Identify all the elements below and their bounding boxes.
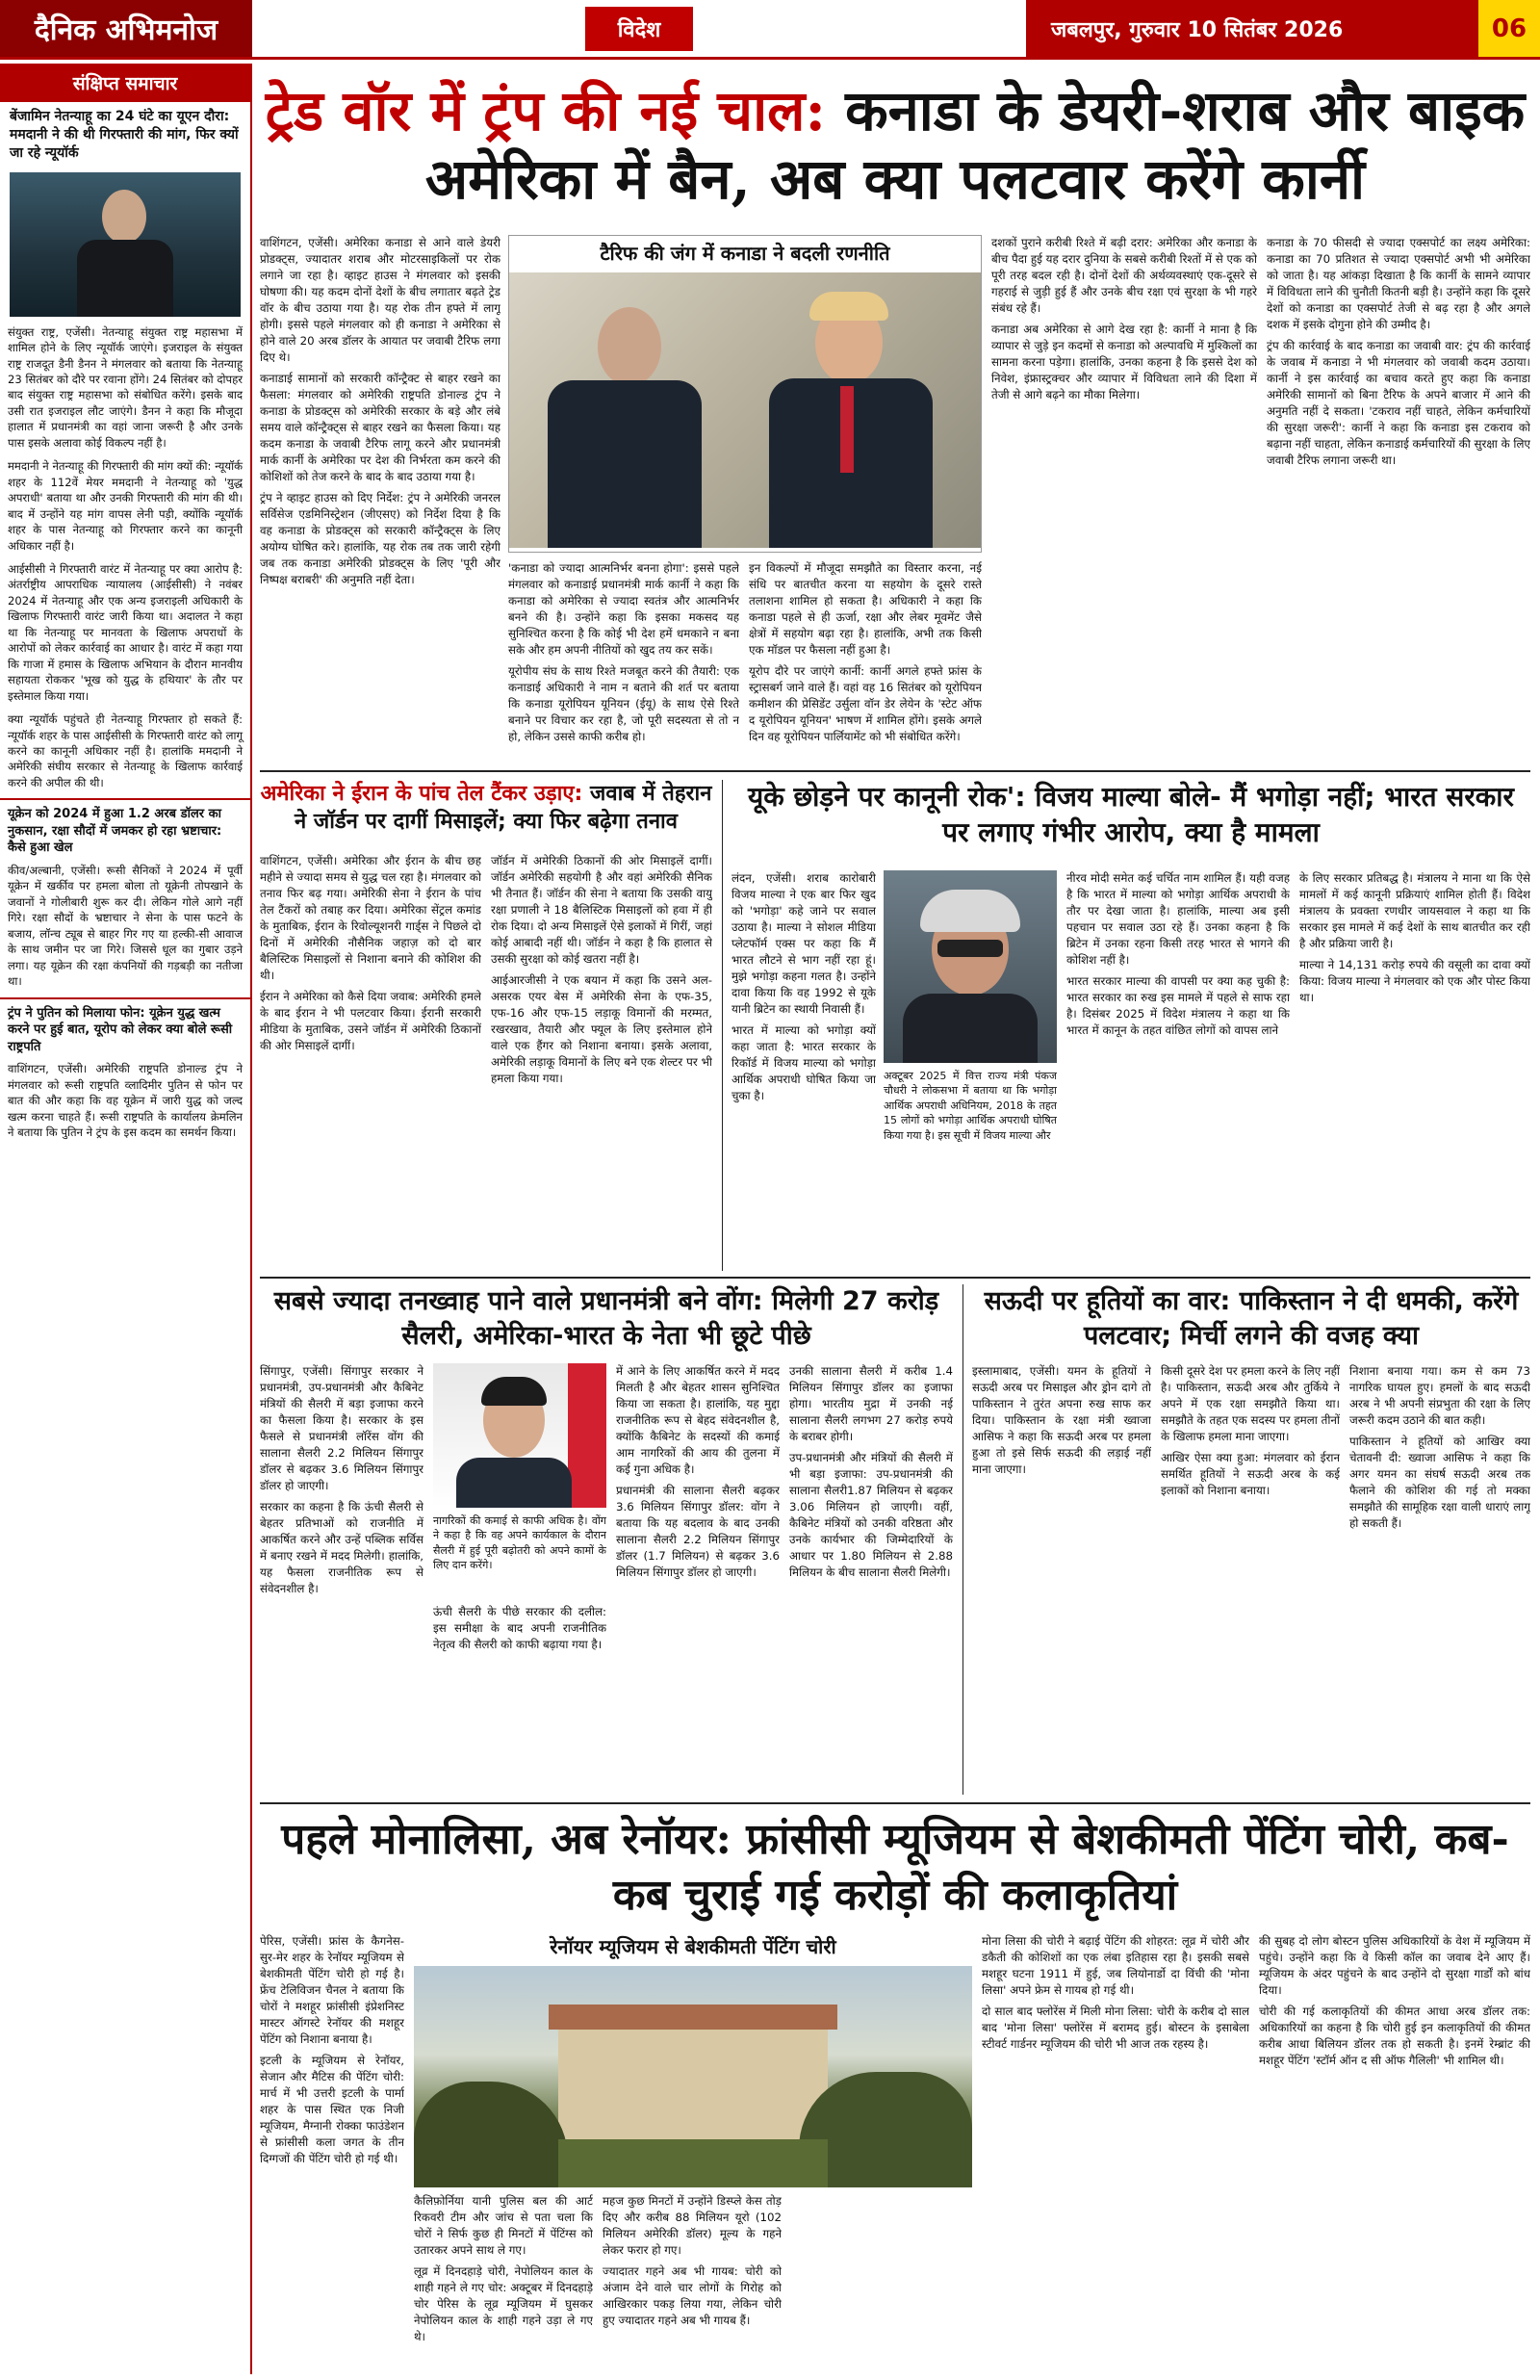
paragraph: में आने के लिए आकर्षित करने में मदद मिलती है और बेहतर शासन सुनिश्चित किया जा सकता है। हालांकि, यह मुद्दा राजनीतिक रूप से बेहद संवेदनशील है, क्योंकि कैबिनेट के सदस्यों की कमाई आम नागरिकों की आय की तुलना में कई गुना अधिक है।	[616, 1364, 780, 1476]
article-column	[789, 1363, 953, 1797]
paragraph: उप-प्रधानमंत्री और मंत्रियों की सैलरी में भी बड़ा इजाफा: उप-प्रधानमंत्री की सालाना सैलरी1.87 मिलियन से बढ़कर 3.06 मिलियन हो जाएगी। वहीं, कैबिनेट मंत्रियों को उनकी वरिष्ठता और उनके कार्यभार की जिम्मेदारियों के आधार पर 1.80 मिलियन से 2.88 मिलियन के बीच सालाना सैलरी मिलेगी।	[789, 1450, 953, 1579]
paragraph: कनाडा अब अमेरिका से आगे देख रहा है: कार्नी ने माना है कि व्यापार से जुड़े इन कदमों से कनाडा को अल्पावधि में मुश्किलों का सामना करना पड़ेगा। हालांकि, उनका कहना है कि इससे देश को निवेश, इंफ्रास्ट्रक्चर और व्यापार में विविधता लाने की दिशा में तेजी से आगे बढ़ने का मौका मिलेगा।	[991, 322, 1257, 401]
wong-photo-caption: नागरिकों की कमाई से काफी अधिक है। वोंग ने कहा है कि वह अपने कार्यकाल के दौरान सैलरी में हुई पूरी बढ़ोतरी को अपने कामों के लिए दान करेंगे।	[433, 1514, 606, 1572]
paragraph: की सुबह दो लोग बोस्टन पुलिस अधिकारियों के वेश में म्यूजियम में पहुंचे। उन्होंने कहा कि वे किसी कॉल का जवाब देने आए हैं। म्यूजियम के अंदर पहुंचने के बाद उन्होंने दो सुरक्षा गार्डों को बांध दिया।	[1259, 1934, 1530, 1997]
mallya-photo-caption: अक्टूबर 2025 में वित्त राज्य मंत्री पंकज चौधरी ने लोकसभा में बताया था कि भगोड़ा आर्थिक अपराधी अधिनियम, 2018 के तहत 15 लोगों को भगोड़ा आर्थिक अपराधी घोषित किया गया है। इस सूची में विजय माल्या और	[884, 1070, 1057, 1142]
paragraph: माल्या ने 14,131 करोड़ रुपये की वसूली का दावा क्यों किया: विजय माल्या ने मंगलवार को एक और पोस्ट किया था।	[1299, 957, 1530, 1004]
article-column	[414, 2193, 593, 2376]
article-column	[260, 235, 500, 803]
lead-headline-red: ट्रेड वॉर में ट्रंप की नई चाल:	[265, 78, 826, 143]
paragraph: किसी दूसरे देश पर हमला करने के लिए नहीं है। पाकिस्तान, सऊदी अरब और तुर्किये ने अपने में एक रक्षा समझौते किया था। समझौते के तहत एक सदस्य पर हमला तीनों के खिलाफ हमला माना जाएगा।	[1161, 1364, 1340, 1443]
netanyahu-photo	[10, 172, 241, 317]
renoir-photo-caption: रेनॉयर म्यूजियम से बेशकीमती पेंटिंग चोरी	[414, 1933, 972, 1962]
paragraph: यूरोपीय संघ के साथ रिश्ते मजबूत करने की तैयारी: एक कनाडाई अधिकारी ने नाम न बताने की शर्त पर बताया कि कनाडा यूरोपियन यूनियन (ईयू) के साथ ऐसे रिश्ते बनाने पर विचार कर रहा है, जो पूरी सदस्यता से तो न हो, लेकिन उससे काफी करीब हो।	[508, 663, 739, 743]
headline-iran-tankers[interactable]	[260, 780, 712, 836]
page-number: 06	[1478, 0, 1540, 57]
paragraph: के लिए सरकार प्रतिबद्ध है। मंत्रालय ने माना था कि ऐसे मामलों में कई कानूनी प्रक्रियाएं शामिल होती हैं। विदेश मंत्रालय के प्रवक्ता रणधीर जायसवाल ने कहा था कि सरकार इस मामले में कई देशों के साथ बातचीत कर रही है और प्रक्रिया जारी है।	[1299, 871, 1530, 950]
paragraph: ज्यादातर गहने अब भी गायब: चोरी को अंजाम देने वाले चार लोगों के गिरोह को आखिरकार पकड़ लिया गया, लेकिन चोरी हुए ज्यादातर गहने अब भी गायब हैं।	[603, 2264, 782, 2327]
paragraph: आईआरजीसी ने एक बयान में कहा कि उसने अल-असरक एयर बेस में अमेरिकी सेना के एफ-35, एफ-16 और एफ-15 लड़ाकू विमानों की मरम्मत, रखरखाव, तैयारी और फ्यूल के लिए इस्तेमाल होने वाले एक हैंगर को निशाना बनाया। इसके अलावा, अमेरिकी लड़ाकू विमानों के लिए बने एक शेल्टर पर भी हमला किया गया।	[491, 972, 712, 1085]
article-column	[1066, 870, 1290, 1271]
main-content	[260, 64, 1530, 743]
article-column	[1299, 870, 1530, 1271]
article-column	[1349, 1363, 1530, 1797]
paragraph: चोरी की गई कलाकृतियों की कीमत आधा अरब डॉलर तक: अधिकारियों का कहना है कि चोरी हुई इन कलाकृतियों की कीमत करीब आधा बिलियन डॉलर तक हो सकती है। इनमें रेम्ब्रांट की मशहूर पेंटिंग 'स्टॉर्म ऑन द सी ऑफ गैलिली' भी शामिल थी।	[1259, 2004, 1530, 2067]
paragraph: इटली के म्यूजियम से रेनॉयर, सेजान और मैटिस की पेंटिंग चोरी: मार्च में भी उत्तरी इटली के पार्मा शहर के पास स्थित एक निजी म्यूजियम, मैग्नानी रोक्का फाउंडेशन से फ्रांसीसी कला जगत के तीन दिग्गजों की पेंटिंग चोरी हो गई थी।	[260, 2053, 404, 2165]
brief-body-ukraine: कीव/अल्बानी, एजेंसी। रूसी सैनिकों ने 2024 में पूर्वी यूक्रेन में खर्कीव पर हमला बोला तो यूक्रेनी तोपखाने के जवानों ने गोलीबारी शुरू कर दी। लेकिन गोले आगे नहीं गिरे। रक्षा सौदों के भ्रष्टाचार ने सेना के पास फटने के बजाय, लॉन्च ट्यूब से बाहर गिर गए या हल्की-सी आवाज के साथ जमीन पर जा गिरे। जिससे धूल का गुबार उड़ने लगा। यह यूक्रेन की रक्षा कंपनियों की गड़बड़ी का नतीजा था।	[8, 864, 243, 989]
paragraph: भारत में माल्या को भगोड़ा क्यों कहा जाता है: भारत सरकार के रिकॉर्ड में विजय माल्या को भगोड़ा आर्थिक अपराधी घोषित किया जा चुका है।	[732, 1022, 876, 1102]
lead-headline-black: कनाडा के डेयरी-शराब और बाइक अमेरिका में बैन, अब क्या पलटवार करेंगे कार्नी	[424, 78, 1526, 212]
brief-headline-ukraine[interactable]: यूक्रेन को 2024 में हुआ 1.2 अरब डॉलर का नुकसान, रक्षा सौदों में जमकर हो रहा भ्रष्टाचार: कैसे हुआ खेल	[0, 798, 250, 859]
headline-renoir-theft[interactable]: पहले मोनालिसा, अब रेनॉयर: फ्रांसीसी म्यूजियम से बेशकीमती पेंटिंग चोरी, कब-कब चुराई गई करोड़ों की कलाकृतियां	[281, 1815, 1509, 1921]
divider	[260, 770, 1530, 772]
paragraph: कनाडा के 70 फीसदी से ज्यादा एक्सपोर्ट का लक्ष्य अमेरिका: कनाडा का 70 प्रतिशत से ज्यादा एक्सपोर्ट अभी भी अमेरिका को जाता है। यह आंकड़ा दिखाता है कि कार्नी के सामने व्यापार में विविधता लाने की चुनौती कितनी बड़ी है। उन्होंने कहा कि दूसरे देशों को कनाडा का एक्सपोर्ट तेजी से बढ़ रहा है और अगले दशक में इसके दोगुना होने की उम्मीद है।	[1267, 236, 1530, 331]
article-column	[260, 1933, 404, 2376]
paragraph: भारत सरकार माल्या की वापसी पर क्या कह चुकी है: भारत सरकार का रुख इस मामले में पहले से साफ रहा है। दिसंबर 2025 में विदेश मंत्रालय ने कहा था कि भारत में कानून के तहत वांछित लोगों को वापस लाने	[1066, 973, 1290, 1037]
brief-news-column	[0, 64, 252, 2374]
paragraph: यूरोप दौरे पर जाएंगे कार्नी: कार्नी अगले हफ्ते फ्रांस के स्ट्रासबर्ग जाने वाले हैं। वहां वह 16 सितंबर को यूरोपियन कमीशन की प्रेसिडेंट उर्सुला वॉन डेर लेयेन के 'स्टेट ऑफ द यूरोपियन यूनियन' भाषण में शामिल होंगे। इसके अगले दिन वह यूरोपियन पार्लियामेंट को भी संबोधित करेंगे।	[749, 663, 982, 743]
headline-wong-salary[interactable]: सबसे ज्यादा तनख्वाह पाने वाले प्रधानमंत्री बने वोंग: मिलेगी 27 करोड़ सैलरी, अमेरिका-भारत के नेता भी छूटे पीछे	[273, 1286, 939, 1351]
article-column	[1161, 1363, 1340, 1797]
article-trade-war	[260, 235, 1530, 803]
paragraph: वाशिंगटन, एजेंसी। अमेरिका और ईरान के बीच छह महीने से ज्यादा समय से युद्ध चल रहा है। मंगलवार को तनाव फिर बढ़ गया। अमेरिकी सेना ने ईरान के पांच तेल टैंकरों को तबाह कर दिया। अमेरिका सेंट्रल कमांड के मुताबिक, ईरान के रिवोल्यूशनरी गार्ड्स ने पिछले दो दिनों में अमेरिकी नौसैनिक जहाज़ को दो बार बैलिस्टिक मिसाइलों से निशाना बनाने की कोशिश की थी।	[260, 854, 481, 982]
paragraph: 'कनाडा को ज्यादा आत्मनिर्भर बनना होगा': इससे पहले मंगलवार को कनाडाई प्रधानमंत्री मार्क कार्नी ने कहा कि कनाडा को अमेरिका से ज्यादा स्वतंत्र और आत्मनिर्भर बनने की है। उन्होंने कहा कि इसका मकसद यह सुनिश्चित करना है कि कोई भी देश हमें धमकाने न बना सके और हम अपनी नीतियों को खुद तय कर सकें।	[508, 561, 739, 657]
article-column	[1267, 235, 1530, 803]
article-column	[1259, 1933, 1530, 2376]
paragraph: पेरिस, एजेंसी। फ्रांस के कैगनेस-सुर-मेर शहर के रेनॉयर म्यूजियम से बेशकीमती पेंटिंग चोरी हो गई है। फ्रेंच टेलिविजन चैनल ने बताया कि चोरों ने मशहूर फ्रांसीसी इंप्रेशनिस्ट मास्टर ऑगस्टे रेनॉयर की मशहूर पेंटिंग को निशाना बनाया है।	[260, 1934, 404, 2046]
paragraph: पाकिस्तान ने हूतियों को आखिर क्या चेतावनी दी: ख्वाजा आसिफ ने कहा कि अगर यमन का संघर्ष सऊदी अरब तक फैलाने की कोशिश की गई तो मक्का समझौते की सामूहिक रक्षा वाली धाराएं लागू हो सकती हैं।	[1349, 1434, 1530, 1530]
headline-red-part: अमेरिका ने ईरान के पांच तेल टैंकर उड़ाए:	[260, 782, 583, 806]
brief-news-header: संक्षिप्त समाचार	[0, 64, 250, 102]
vertical-divider	[962, 1284, 963, 1795]
article-column	[982, 1933, 1249, 2376]
leaders-image	[509, 272, 981, 548]
paragraph: आखिर ऐसा क्या हुआ: मंगलवार को ईरान समर्थित हूतियों ने सऊदी अरब के कई इलाकों को निशाना बनाया।	[1161, 1450, 1340, 1497]
headline-mallya[interactable]: यूके छोड़ने पर कानूनी रोक': विजय माल्या बोले- मैं भगोड़ा नहीं; भारत सरकार पर लगाए गंभीर आरोप, क्या है मामला	[748, 781, 1514, 848]
brief-body-trump-putin: वाशिंगटन, एजेंसी। अमेरिकी राष्ट्रपति डोनाल्ड ट्रंप ने मंगलवार को रूसी राष्ट्रपति व्लादिमीर पुतिन से फोन पर बात की और कहा कि वह यूक्रेन में जारी युद्ध को जल्द खत्म करना चाहते हैं। रूसी राष्ट्रपति के कार्यालय क्रेमलिन ने बताया कि पुतिन ने ट्रंप के इस कदम का समर्थन किया।	[8, 1062, 243, 1140]
brief-body-4: क्या न्यूयॉर्क पहुंचते ही नेतन्याहू गिरफ्तार हो सकते हैं: न्यूयॉर्क शहर के पास आईसीसी के गिरफ्तारी वारंट को लागू करने का कानूनी अधिकार नहीं है। हालांकि ममदानी ने अमेरिकी संघीय सरकार से नेतन्याहू के खिलाफ कार्रवाई करने की अपील की थी।	[8, 712, 243, 789]
article-column	[732, 870, 876, 1271]
paragraph: कैलिफ़ोर्निया यानी पुलिस बल की आर्ट रिकवरी टीम और जांच से पता चला कि चोरों ने सिर्फ कुछ ही मिनटों में पेंटिंग्स को उतारकर अपने साथ ले गए।	[414, 2194, 593, 2257]
brief-body-2: ममदानी ने नेतन्याहू की गिरफ्तारी की मांग क्यों की: न्यूयॉर्क शहर के 112वें मेयर ममदानी ने नेतन्याहू को 'युद्ध अपराधी' बताया था और उनकी गिरफ्तारी की मांग की थी। बाद में उन्होंने यह मांग वापस लेनी पड़ी, क्योंकि न्यूयॉर्क शहर के पास नेतन्याहू को गिरफ्तार करने का कानूनी अधिकार नहीं है।	[8, 459, 243, 553]
paragraph: निशाना बनाया गया। कम से कम 73 नागरिक घायल हुए। हमलों के बाद सऊदी अरब ने भी अपनी संप्रभुता की रक्षा के लिए जरूरी कदम उठाने की बात कही।	[1349, 1364, 1530, 1427]
article-column	[616, 1363, 780, 1797]
brief-headline-trump-putin[interactable]: ट्रंप ने पुतिन को मिलाया फोन: यूक्रेन युद्ध खत्म करने पर हुई बात, यूरोप को लेकर क्या बोले रूसी राष्ट्रपति	[0, 997, 250, 1058]
article-column	[260, 853, 481, 1267]
brief-body-1: संयुक्त राष्ट्र, एजेंसी। नेतन्याहू संयुक्त राष्ट्र महासभा में शामिल होने के लिए न्यूयॉर्क जाएंगे। इजराइल के संयुक्त राष्ट्र राजदूत डैनी डैनन ने मंगलवार को बताया कि नेतन्याहू 23 सितंबर को दौरे पर रवाना होंगे। 24 सितंबर को दोपहर बाद संयुक्त राष्ट्र महासभा को संबोधित करेंगे। इसके बाद उसी रात इजराइल लौट जाएंगे। डैनन ने कहा कि मौजूदा हालात में प्रधानमंत्री का वहां जाना जरूरी है और उनके पास इसके अलावा कोई विकल्प नहीं है।	[8, 324, 243, 450]
paragraph: लंदन, एजेंसी। शराब कारोबारी विजय माल्या ने एक बार फिर खुद को 'भगोड़ा' कहे जाने पर सवाल उठाया है। माल्या ने सोशल मीडिया प्लेटफॉर्म एक्स पर कहा कि मैं भारत लौटने से भाग नहीं रहा हूं। मुझे भगोड़ा कहना गलत है। उन्होंने दावा किया कि वह 1992 से यूके यानी ब्रिटेन का स्थायी निवासी हैं।	[732, 871, 876, 1016]
paragraph: इन विकल्पों में मौजूदा समझौते का विस्तार करना, नई संधि पर बातचीत करना या सहयोग के दूसरे रास्ते तलाशना शामिल हो सकता है। अधिकारी ने कहा कि कनाडा पहले से ही ऊर्जा, रक्षा और लेबर मूवमेंट जैसे क्षेत्रों में सहयोग बढ़ा रहा है। हालांकि, अभी तक किसी एक मॉडल पर फैसला नहीं हुआ है।	[749, 561, 982, 657]
divider	[260, 1802, 1530, 1804]
article-column	[972, 1363, 1151, 1797]
article-column	[260, 1363, 424, 1797]
photo-caption: टैरिफ की जंग में कनाडा ने बदली रणनीति	[509, 236, 981, 270]
article-column	[749, 560, 982, 803]
paragraph: मोना लिसा की चोरी ने बढ़ाई पेंटिंग की शोहरत: लूव्र में चोरी और डकैती की कोशिशों का एक लंबा इतिहास रहा है। इसकी सबसे मशहूर घटना 1911 में हुई, जब लियोनार्डो दा विंची की 'मोना लिसा' अपने फ्रेम से गायब हो गई थी।	[982, 1934, 1249, 1997]
paragraph: उनकी सालाना सैलरी में करीब 1.4 मिलियन सिंगापुर डॉलर का इजाफा होगा। भारतीय मुद्रा में उनकी नई सालाना सैलरी लगभग 27 करोड़ रुपये के बराबर होगी।	[789, 1364, 953, 1443]
headline-saudi-houthi[interactable]: सऊदी पर हूतियों का वार: पाकिस्तान ने दी धमकी, करेंगे पलटवार; मिर्ची लगने की वजह क्या	[984, 1286, 1519, 1351]
paragraph: इस्लामाबाद, एजेंसी। यमन के हूतियों ने सऊदी अरब पर मिसाइल और ड्रोन दागे तो पाकिस्तान ने तुरंत अपना रुख साफ कर दिया। पाकिस्तान के रक्षा मंत्री ख्वाजा आसिफ ने कहा कि सऊदी अरब पर हमला हुआ तो इसे सिर्फ सऊदी की लड़ाई नहीं माना जाएगा।	[972, 1364, 1151, 1476]
paragraph: प्रधानमंत्री की सालाना सैलरी बढ़कर 3.6 मिलियन सिंगापुर डॉलर: वोंग ने बताया कि यह बदलाव के बाद उनकी सालाना सैलरी 2.2 मिलियन सिंगापुर डॉलर (1.7 मिलियन) से बढ़कर 3.6 मिलियन सिंगापुर डॉलर हो जाएगी।	[616, 1483, 780, 1579]
article-column	[433, 1604, 606, 1797]
brief-body-3: आईसीसी ने गिरफ्तारी वारंट में नेतन्याहू पर क्या आरोप है: अंतर्राष्ट्रीय आपराधिक न्यायालय (आईसीसी) ने नवंबर 2024 में नेतन्याहू और एक अन्य इजराइली अधिकारी के खिलाफ गिरफ्तारी वारंट जारी किया था। अदालत ने कहा था कि नेतन्याहू पर मानवता के खिलाफ अपराधों के आरोपों को लेकर कार्रवाई का आधार है। वारंट में कहा गया कि गाजा में हमास के खिलाफ अभियान के दौरान मानवीय सहायता रोककर 'भूख को युद्ध के हथियार' के तौर पर इस्तेमाल किया गया।	[8, 562, 243, 703]
headline-black-part: जवाब में तेहरान ने जॉर्डन पर दागीं मिसाइलें; क्या फिर बढ़ेगा तनाव	[295, 782, 712, 835]
paragraph: महज कुछ मिनटों में उन्होंने डिस्प्ले केस तोड़ दिए और करीब 88 मिलियन यूरो (102 मिलियन अमेरिकी डॉलर) मूल्य के गहने लेकर फरार हो गए।	[603, 2194, 782, 2257]
paragraph: जॉर्डन में अमेरिकी ठिकानों की ओर मिसाइलें दागीं। जॉर्डन अमेरिकी सहयोगी है और वहां अमेरिकी सैनिक भी तैनात हैं। जॉर्डन की सेना ने बताया कि उसकी वायु रक्षा प्रणाली ने 18 बैलिस्टिक मिसाइलों को हवा में ही रोक दिया। दो अन्य मिसाइलें ऐसे इलाकों में गिरीं, जहां कोई आबादी नहीं थी। जॉर्डन ने कहा है कि हालात से उसकी सुरक्षा को कोई खतरा नहीं है।	[491, 854, 712, 966]
brief-headline-netanyahu[interactable]: बेंजामिन नेतन्याहू का 24 घंटे का यूएन दौरा: ममदानी ने की थी गिरफ्तारी की मांग, फिर क्यों जा रहे न्यूयॉर्क	[10, 109, 239, 161]
paragraph: दशकों पुराने करीबी रिश्ते में बढ़ी दरार: अमेरिका और कनाडा के बीच पैदा हुई यह दरार दुनिया के सबसे करीबी रिश्तों में से एक को पूरी तरह बदल रही है। दोनों देशों की अर्थव्यवस्थाएं एक-दूसरे से गहराई से जुड़ी हुई हैं और उनके बीच रक्षा एवं सुरक्षा के भी गहरे संबंध रहे हैं।	[991, 236, 1257, 315]
newspaper-logo[interactable]: दैनिक अभिमनोज	[0, 0, 252, 57]
section-banner	[252, 0, 1026, 57]
article-column	[603, 2193, 782, 2376]
paragraph: कनाडाई सामानों को सरकारी कॉन्ट्रैक्ट से बाहर रखने का फैसला: मंगलवार को अमेरिकी राष्ट्रपति डोनाल्ड ट्रंप ने कनाडा के प्रोडक्ट्स को अमेरिकी सरकार के बड़े और लंबे समय वाले कॉन्ट्रैक्ट्स से बाहर रखने का फैसला किया। यह कदम कनाडा के जवाबी टैरिफ लागू करने और प्रधानमंत्री मार्क कार्नी के अमेरिका पर देश की निर्भरता कम करने की कोशिशों को तेज करने के बाद के बाद उठाया गया है।	[260, 371, 500, 483]
trade-war-photo	[508, 235, 982, 553]
vertical-divider	[722, 780, 723, 1271]
museum-photo	[414, 1966, 972, 2187]
article-column	[491, 853, 712, 1267]
edition-date: जबलपुर, गुरुवार 10 सितंबर 2026	[1026, 0, 1478, 57]
article-column	[508, 560, 739, 803]
paragraph: ट्रंप ने व्हाइट हाउस को दिए निर्देश: ट्रंप ने अमेरिकी जनरल सर्विसेज एडमिनिस्ट्रेशन (जीएसए) को निर्देश दिया है कि वह कनाडा के प्रोडक्ट्स को सरकारी कॉन्ट्रैक्ट्स के लिए अयोग्य घोषित करे। हालांकि, यह रोक तब तक जारी रहेगी जब तक कनाडा अमेरिकी प्रोडक्ट्स के लिए 'पूरी और निष्पक्ष बराबरी' की अनुमति नहीं देता।	[260, 490, 500, 586]
paragraph: दो साल बाद फ्लोरेंस में मिली मोना लिसा: चोरी के करीब दो साल बाद 'मोना लिसा' फ्लोरेंस में बरामद हुई। बोस्टन के इसाबेला स्टीवर्ट गार्डनर म्यूजियम की चोरी भी आज तक रहस्य है।	[982, 2004, 1249, 2051]
paragraph: नीरव मोदी समेत कई चर्चित नाम शामिल हैं। यही वजह है कि भारत में माल्या को भगोड़ा आर्थिक अपराधी के तौर पर देखा जाता है। हालांकि, माल्या अब इसी पहचान पर सवाल उठा रहे हैं। उनका कहना है कि ब्रिटेन में उनका रहना किसी तरह भारत से भागने की कोशिश नहीं है।	[1066, 871, 1290, 967]
divider	[260, 1277, 1530, 1279]
section-label[interactable]: विदेश	[585, 7, 694, 51]
lead-headline[interactable]	[260, 64, 1530, 221]
paragraph: ऊंची सैलरी के पीछे सरकार की दलील: इस समीक्षा के बाद अपनी राजनीतिक नेतृत्व की सैलरी को काफी बढ़ाया गया है।	[433, 1605, 606, 1651]
paragraph: सरकार का कहना है कि ऊंची सैलरी से बेहतर प्रतिभाओं को राजनीति में आकर्षित करने और उन्हें पब्लिक सर्विस में बनाए रखने में मदद मिलेगी। हालांकि, यह फैसला राजनीतिक रूप से संवेदनशील है।	[260, 1499, 424, 1595]
paragraph: ट्रंप की कार्रवाई के बाद कनाडा का जवाबी वार: ट्रंप की कार्रवाई के जवाब में कनाडा ने भी मंगलवार को जवाबी कदम उठाया। कार्नी ने इस कार्रवाई का बचाव करते हुए कहा कि कनाडा अमेरिकी सामानों को बिना टैरिफ के अपने बाजार में आने की अनुमति नहीं दे सकता। 'टकराव नहीं चाहते, लेकिन कर्मचारियों की सुरक्षा जरूरी': कार्नी ने कहा कि कनाडा इस टकराव को बढ़ाना नहीं चाहता, लेकिन कनाडाई कर्मचारियों की सुरक्षा के लिए जवाबी टैरिफ लगाना जरूरी था।	[1267, 338, 1530, 467]
wong-photo	[433, 1363, 606, 1508]
paragraph: ईरान ने अमेरिका को कैसे दिया जवाब: अमेरिकी हमले के बाद ईरान ने भी पलटवार किया। ईरानी सरकारी मीडिया के मुताबिक, उसने जॉर्डन में अमेरिकी ठिकानों की ओर मिसाइलें दागीं।	[260, 989, 481, 1052]
mallya-photo	[884, 870, 1057, 1063]
paragraph: वाशिंगटन, एजेंसी। अमेरिका कनाडा से आने वाले डेयरी प्रोडक्ट्स, ज्यादातर शराब और मोटरसाइकिलों पर रोक लगाने जा रहा है। व्हाइट हाउस ने मंगलवार को इसकी घोषणा की। यह कदम दोनों देशों के बीच लगातार बढ़ते ट्रेड वॉर के बीच उठाया गया है। यह रोक तीन हफ्ते में लागू होगी। इससे पहले मंगलवार को ही कनाडा ने अमेरिका से होने वाले 20 अरब डॉलर के आयात पर जवाबी टैरिफ लगा दिए थे।	[260, 236, 500, 364]
paragraph: लूव्र में दिनदहाड़े चोरी, नेपोलियन काल के शाही गहने ले गए चोर: अक्टूबर में दिनदहाड़े चोर पेरिस के लूव्र म्यूजियम में घुसकर नेपोलियन काल के शाही गहने उड़ा ले गए थे।	[414, 2264, 593, 2343]
article-column	[991, 235, 1257, 803]
paragraph: सिंगापुर, एजेंसी। सिंगापुर सरकार ने प्रधानमंत्री, उप-प्रधानमंत्री और कैबिनेट मंत्रियों की सैलरी में बड़ा इजाफा करने का फैसला किया है। सरकार के इस फैसले से प्रधानमंत्री लॉरेंस वोंग की सालाना सैलरी 2.2 मिलियन सिंगापुर डॉलर से बढ़कर 3.6 मिलियन सिंगापुर डॉलर हो जाएगी।	[260, 1364, 424, 1492]
masthead	[0, 0, 1540, 60]
